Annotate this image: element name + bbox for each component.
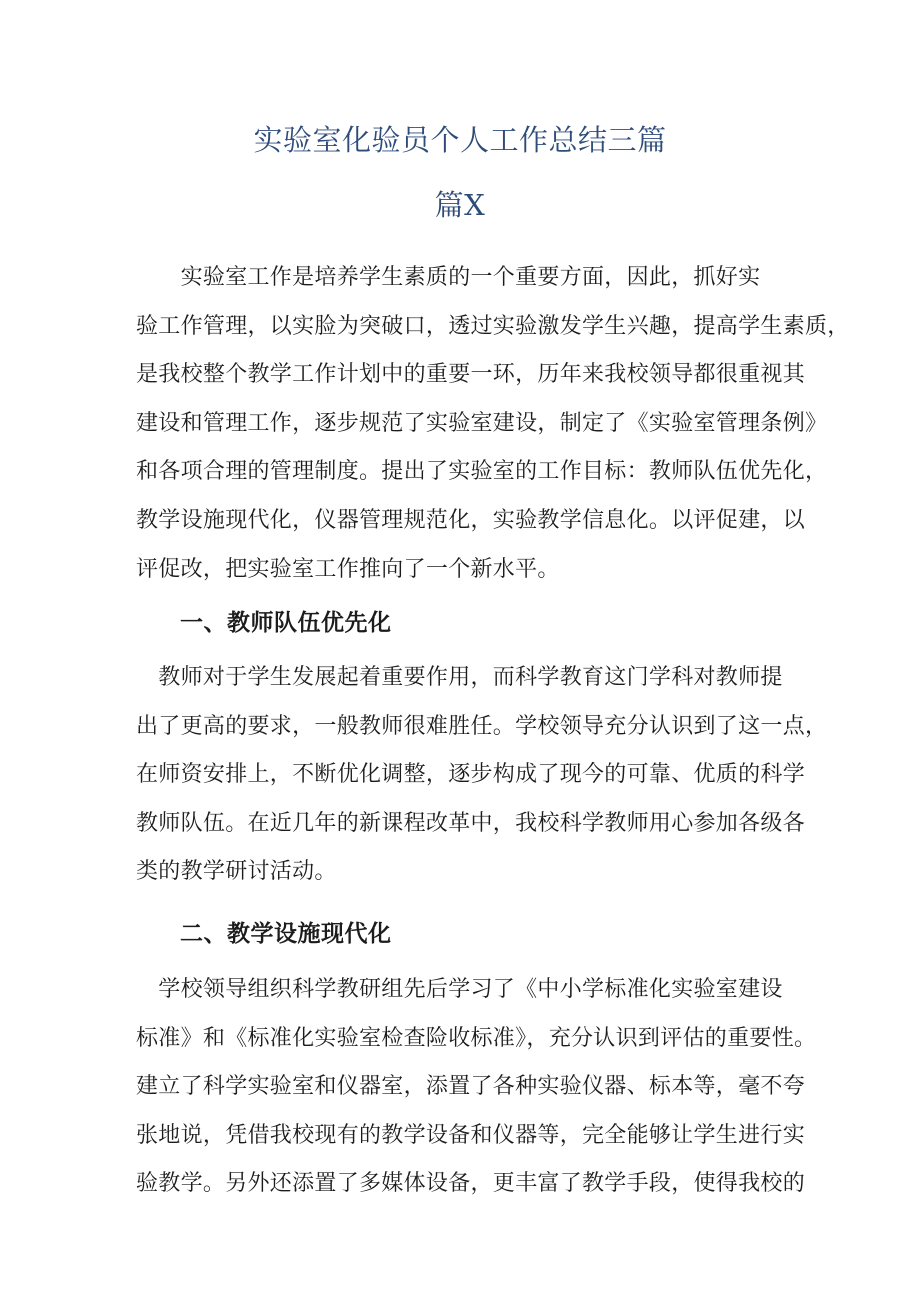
- text-line: 教师队伍。在近几年的新课程改革中，我校科学教师用心参加各级各: [136, 810, 806, 836]
- text-line: 教师对于学生发展起着重要作用，而科学教育这门学科对教师提: [136, 665, 783, 690]
- paragraph-teachers: [136, 654, 828, 897]
- text-line: 类的教学研讨活动。: [136, 859, 337, 885]
- text-line: 学校领导组织科学教研组先后学习了《中小学标准化实验室建设: [136, 977, 783, 1002]
- text-line: 张地说，凭借我校现有的教学设备和仪器等，完全能够让学生进行实: [136, 1122, 806, 1148]
- text-line: 在师资安排上，不断优化调整，逐步构成了现今的可靠、优质的科学: [136, 762, 806, 788]
- text-line: 评促改，把实验室工作推向了一个新水平。: [136, 556, 560, 582]
- text-line: 实验室工作是培养学生素质的一个重要方面，因此，抓好实: [136, 265, 761, 290]
- document-title: 实验室化验员个人工作总结三篇: [253, 123, 667, 157]
- text-line: 验工作管理，以实脸为突破口，透过实验激发学生兴趣，提高学生素质，: [136, 313, 850, 339]
- text-line: 建设和管理工作，逐步规范了实验室建设，制定了《实验室管理条例》: [136, 410, 828, 436]
- text-line: 和各项合理的管理制度。提出了实验室的工作目标：教师队伍优先化，: [136, 459, 828, 485]
- section-heading-teachers: 一、教师队伍优先化: [180, 610, 392, 636]
- text-line: 是我校整个教学工作计划中的重要一环，历年来我校领导都很重视其: [136, 362, 806, 388]
- text-line: 教学设施现代化，仪器管理规范化，实验教学信息化。以评促建，以: [136, 507, 806, 533]
- text-line: 标准》和《标准化实验室检查险收标准》，充分认识到评估的重要性。: [136, 1025, 817, 1051]
- text-line: 建立了科学实验室和仪器室，添置了各种实验仪器、标本等，毫不夸: [136, 1074, 806, 1100]
- section-heading-facilities: 二、教学设施现代化: [180, 921, 392, 947]
- paragraph-facilities: [136, 966, 817, 1209]
- text-line: 出了更高的要求，一般教师很难胜任。学校领导充分认识到了这一点，: [136, 713, 828, 739]
- text-line: 验教学。另外还添置了多媒体设备，更丰富了教学手段，使得我校的: [136, 1171, 806, 1197]
- paragraph-intro: [136, 254, 850, 594]
- document-subtitle: 篇X: [434, 188, 486, 222]
